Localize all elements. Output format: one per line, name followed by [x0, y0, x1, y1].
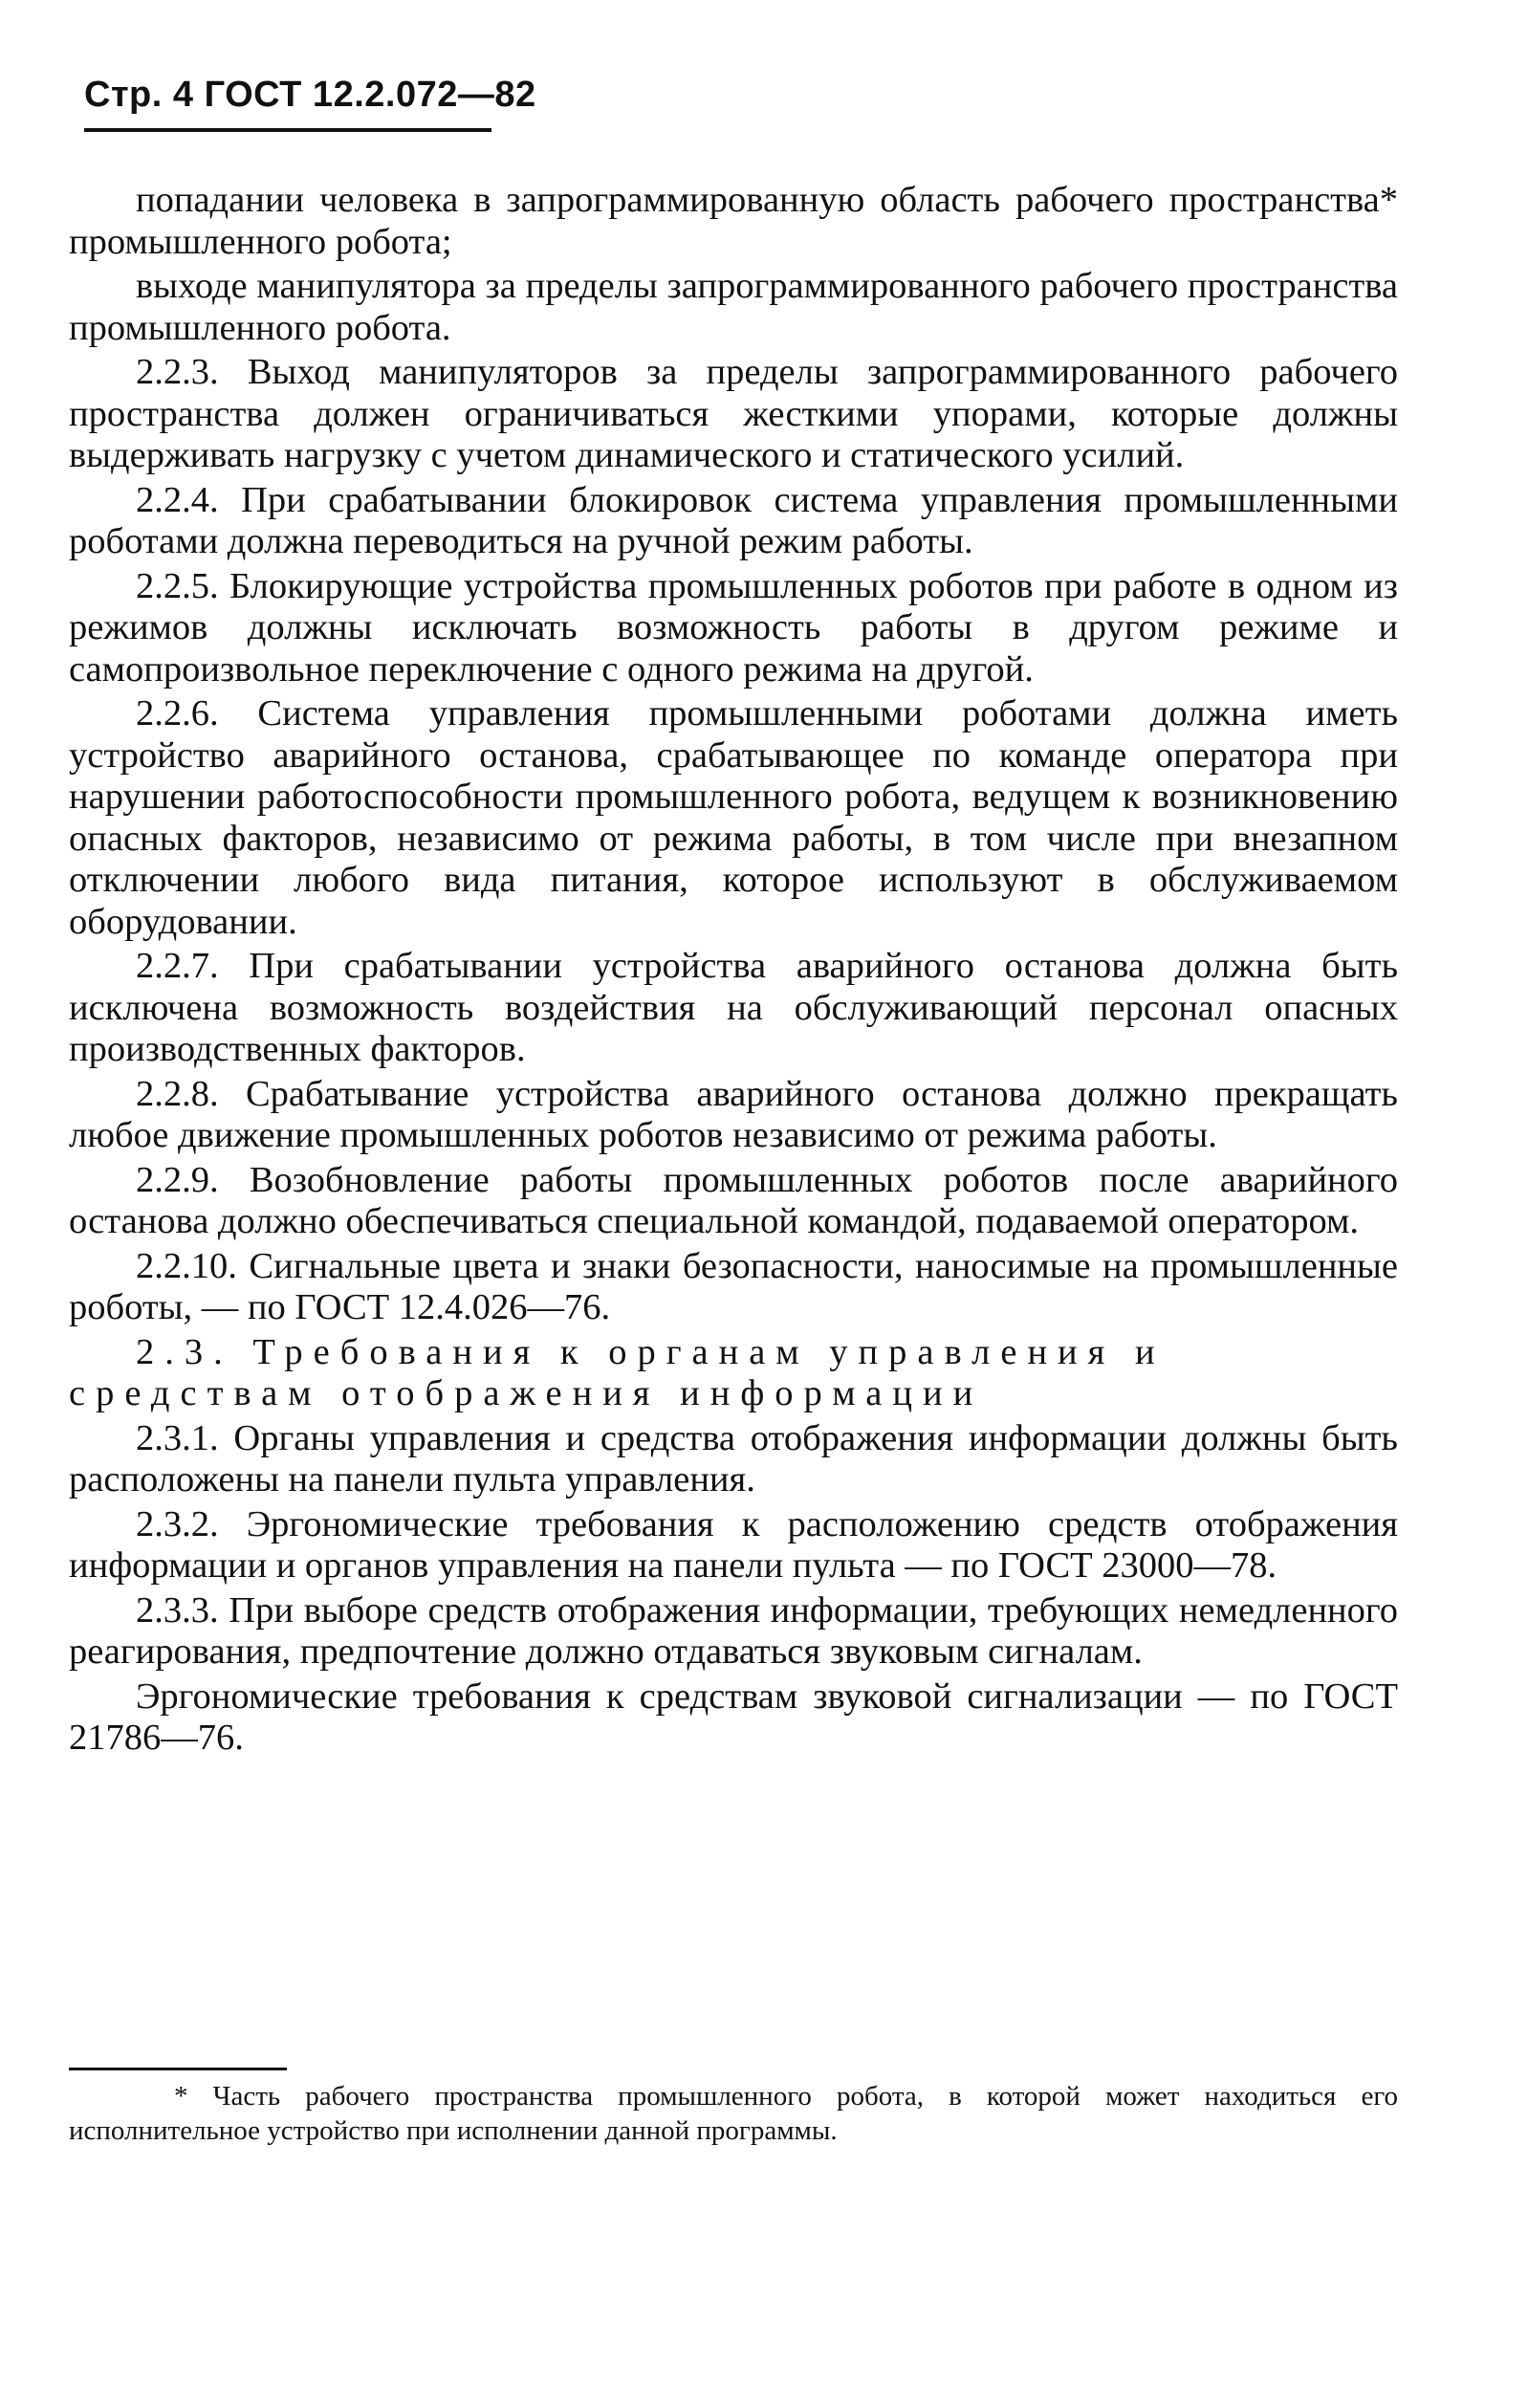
- paragraph: 2.2.4. При срабатывании блокировок система управления промышленными роботами должна переводиться на ручной режим работы.: [69, 479, 1398, 561]
- paragraph: выходе манипулятора за пределы запрограммированного рабочего пространства промышленного робота.: [69, 266, 1398, 348]
- paragraph: Эргономические требования к средствам звуковой сигнализации — по ГОСТ 21786—76.: [69, 1675, 1398, 1758]
- paragraph: 2.3.1. Органы управления и средства отображения информации должны быть расположены на панели пульта управления.: [69, 1417, 1398, 1500]
- paragraph: 2.2.8. Срабатывание устройства аварийного останова должно прекращать любое движение промышленных роботов независимо от режима работы.: [69, 1073, 1398, 1155]
- paragraph: 2.3.3. При выборе средств отображения информации, требующих немедленного реагирования, предпочтение должно отдаваться звуковым сигналам.: [69, 1589, 1398, 1672]
- paragraph: попадании человека в запрограммированную область рабочего пространства* промышленного робота;: [69, 180, 1398, 262]
- paragraph: 2.2.10. Сигнальные цвета и знаки безопасности, наносимые на промышленные роботы, — по ГОСТ 12.4.026—76.: [69, 1245, 1398, 1327]
- footnote: * Часть рабочего пространства промышленного робота, в которой может находиться его исполнительное устройство при исполнении данной программы.: [69, 2081, 1398, 2146]
- section-heading: 2.3. Требования к органам управления и средствам отображения информации: [69, 1331, 1166, 1413]
- paragraph: 2.2.3. Выход манипуляторов за пределы запрограммированного рабочего пространства должен ограничиваться жесткими упорами, которые должны выдерживать нагрузку с учетом динамического и статического усилий.: [69, 352, 1398, 475]
- paragraph: 2.3.2. Эргономические требования к расположению средств отображения информации и органов управления на панели пульта — по ГОСТ 23000—78.: [69, 1503, 1398, 1586]
- paragraph: 2.2.5. Блокирующие устройства промышленных роботов при работе в одном из режимов должны исключать возможность работы в другом режиме и самопроизвольное переключение с одного режима на другой.: [69, 565, 1398, 690]
- paragraph: 2.2.6. Система управления промышленными роботами должна иметь устройство аварийного останова, срабатывающее по команде оператора при нарушении работоспособности промышленного робота, ведущем к возникновению опасных факторов, независимо от режима работы, в том числе при внезапном отключении любого вида питания, которое используют в обслуживаемом оборудовании.: [69, 693, 1398, 942]
- footnote-rule: [69, 2068, 287, 2070]
- document-body: [69, 180, 1398, 1762]
- paragraph: 2.2.7. При срабатывании устройства аварийного останова должна быть исключена возможность воздействия на обслуживающий персонал опасных производственных факторов.: [69, 946, 1398, 1069]
- page-header: Стр. 4 ГОСТ 12.2.072—82: [84, 75, 536, 115]
- paragraph: 2.2.9. Возобновление работы промышленных роботов после аварийного останова должно обеспечиваться специальной командой, подаваемой оператором.: [69, 1159, 1398, 1241]
- header-rule: [84, 128, 491, 132]
